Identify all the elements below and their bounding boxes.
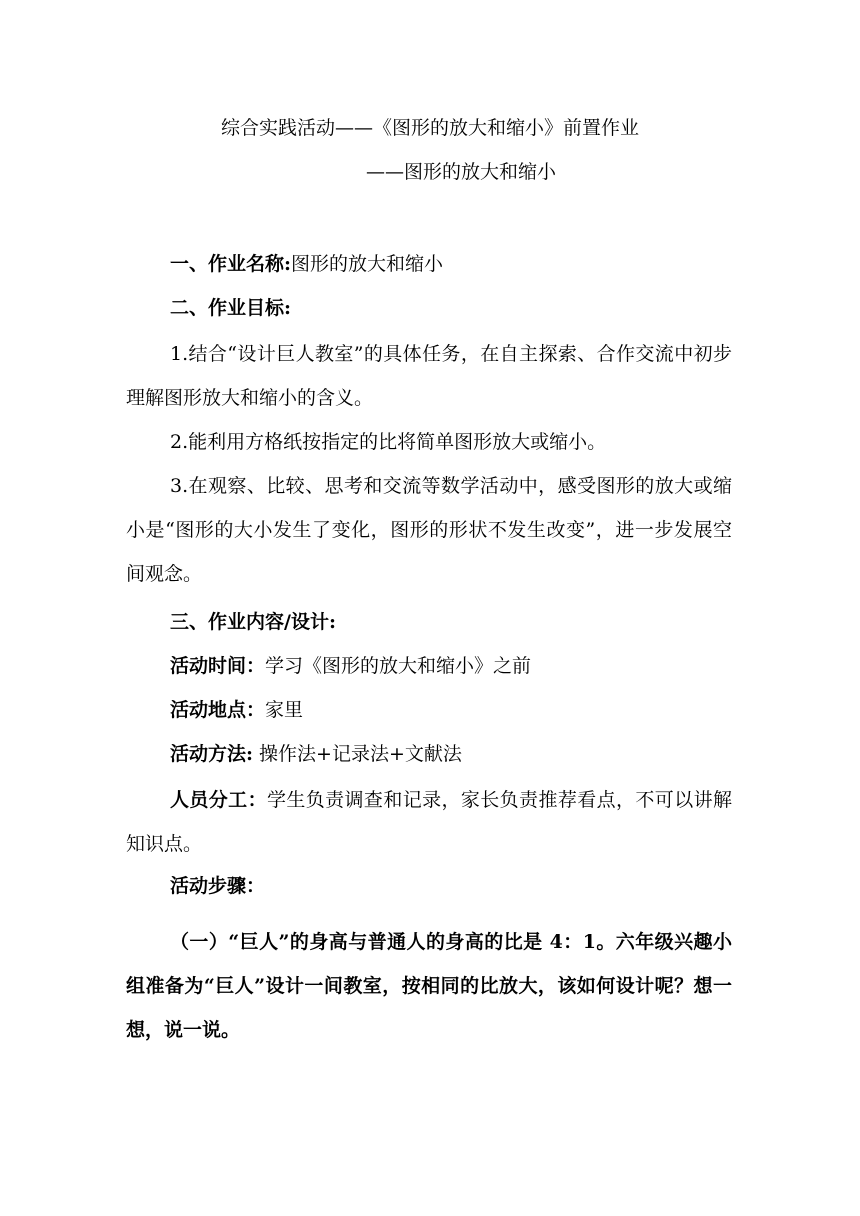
document-title: 综合实践活动——《图形的放大和缩小》前置作业 bbox=[220, 117, 639, 139]
section-1 bbox=[170, 250, 443, 278]
section-3-label: 三、作业内容/设计: bbox=[170, 611, 336, 633]
section-1-label: 一、作业名称: bbox=[170, 253, 292, 275]
activity-method-label: 活动方法: bbox=[170, 743, 254, 765]
activity-method-value: 操作法+记录法+文献法 bbox=[253, 743, 462, 765]
activity-roles-label: 人员分工： bbox=[170, 789, 267, 811]
activity-place-label: 活动地点： bbox=[170, 699, 266, 721]
goal-2: 2.能利用方格纸按指定的比将简单图形放大或缩小。 bbox=[170, 431, 607, 453]
activity-place-value: 家里 bbox=[265, 699, 304, 721]
activity-steps-label: 活动步骤： bbox=[170, 875, 266, 897]
activity-time-value: 学习《图形的放大和缩小》之前 bbox=[265, 655, 532, 677]
activity-roles bbox=[126, 778, 732, 866]
activity-place bbox=[170, 696, 303, 724]
document-subtitle: ——图形的放大和缩小 bbox=[365, 161, 556, 183]
activity-time bbox=[170, 652, 531, 680]
activity-time-label: 活动时间： bbox=[170, 655, 266, 677]
activity-roles-value: 学生负责调查和记录，家长负责推荐看点，不可以讲解知识点。 bbox=[126, 789, 732, 855]
section-2-label: 二、作业目标: bbox=[170, 297, 292, 319]
question-1: （一）“巨人”的身高与普通人的身高的比是 4：1。六年级兴趣小组准备为“巨人”设计一间教室，按相同的比放大，该如何设计呢？想一想，说一说。 bbox=[126, 931, 732, 1041]
goal-3: 3.在观察、比较、思考和交流等数学活动中，感受图形的放大或缩小是“图形的大小发生了变化，图形的形状不发生改变”，进一步发展空间观念。 bbox=[126, 475, 732, 585]
activity-method bbox=[170, 740, 462, 768]
section-1-value: 图形的放大和缩小 bbox=[291, 253, 444, 275]
goal-1: 1.结合“设计巨人教室”的具体任务，在自主探索、合作交流中初步理解图形放大和缩小的含义。 bbox=[126, 343, 732, 409]
